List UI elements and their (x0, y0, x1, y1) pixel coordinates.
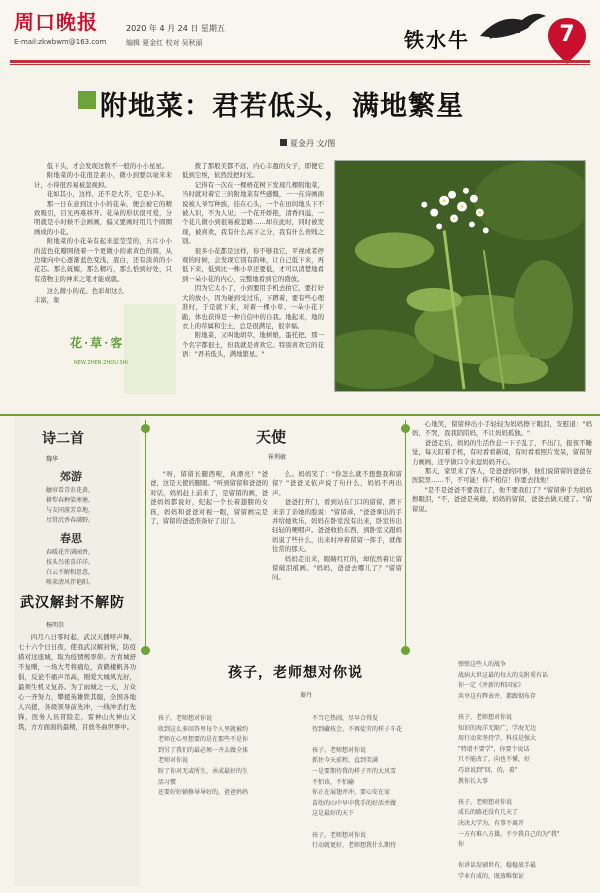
verse-line: 你讲话发刷世有，稳稳放手最 (458, 862, 537, 870)
column-logo-text: 花·草·客 (70, 336, 125, 350)
verse-line: 成长的路还没有几天了 (458, 809, 519, 817)
paragraph: 这么微小的花。色彩却这么丰富，象 (34, 287, 124, 305)
paragraph: 那天，家里来了客人，是爸爸的同事，他们说留留的爸爸在医院里……不，不可能！你不相信！你要去找他！ (412, 467, 592, 485)
verse-line: 共享这有辉表并，都跟彻布存 (458, 692, 537, 700)
verse-line: 不怕该，不怕输 (312, 778, 355, 786)
divider-line-right (405, 420, 406, 650)
verse-line: 孩子，老师想对你说 (458, 713, 513, 721)
verse-line: 待到藏枝会，不再徒劳的样子斗花 (312, 725, 403, 733)
verse-line (312, 820, 452, 831)
page-number: 7 (559, 22, 575, 47)
verse-line: 你正在展翅并冲，要心安在家 (312, 789, 391, 797)
verse-line: 苗幼的山中早中我手的好活并做 (312, 799, 397, 807)
verse-line: 你 (458, 841, 465, 849)
paragraph: 低下头，才会发现这数不一般的小小星星。 (46, 162, 169, 170)
teachers-column-2 (312, 714, 452, 884)
verse-line: 教你长大事 (458, 777, 489, 785)
poem-line: 唤来清风伴艳阳。 (46, 579, 95, 586)
masthead (0, 0, 600, 62)
verse-line: 学业有成的，既放唯保证 (458, 872, 525, 880)
poem2-title: 春思 (60, 532, 82, 545)
paragraph: 附地菜的小花朵有起来蓝莹莹的，五片小小的蓝色花瓣围绕着一个更微小的素黄色的圆，从边缘向中心逐渐蓝色变浅，底白，还有淡黄的小花芯。那么妩媚，那么精巧，那么恰到好处，只有造物主的神来之笔才能成就。 (34, 237, 172, 283)
verse-line: 决决大学为，有事不离开 (458, 819, 525, 827)
verse-line: 孩子，老师想对你说 (312, 831, 367, 839)
verse-line: 弹弹这些人的战争 (458, 661, 507, 668)
verse-line: 一是要期待我的样子开的大风雪 (312, 767, 397, 775)
poem-line: 触帘看青农花黄， (46, 487, 95, 494)
paper-staff: 编辑 夏金红 校对 吴秋丽 (126, 39, 203, 47)
verse-line (458, 851, 594, 862)
story-column-2 (272, 470, 402, 648)
divider-line-left (145, 420, 146, 650)
paragraph: 四月八日零时起，武汉天播呼声舞，七十六个日日夜，使我武汉解封恢，防疫措对这座城，取为疫情规率仰。方育城舒不复曙，一场大考将痛危，黄鹤楼帆各功倡，反论不痛声吊高，刚爱大城风光好，最须生机又复苏。为了雨城之一天，万众心一齐努力，攀援英雄铁其服，全国各地人兴援，各级领导前先冲，一线冲杀打先锋，医务人员冒险走，雷神山火神山又筑，方方面面的最精，目放冬曲世界中。 (18, 633, 136, 731)
poem1-title: 郊游 (60, 470, 82, 483)
divider-node (141, 424, 150, 433)
verse-line: 只不能改了，向也不懂，好 (458, 756, 531, 764)
wuhan-body (18, 632, 136, 882)
headline-mark (78, 91, 96, 109)
column-logo-subtitle: NEW ZHEN ZHOU SHI (74, 360, 128, 366)
verse-line: 巧语说到"回，的，着" (458, 766, 518, 774)
article-column-2 (182, 162, 324, 394)
poem-line: 与友同游芳草地， (46, 507, 95, 514)
wuhan-byline: 杨明崇 (46, 622, 65, 629)
article-byline: 夏金丹 文/图 (290, 139, 336, 148)
story-column-3 (412, 420, 592, 658)
bird-icon (470, 6, 550, 48)
paragraph: 附地菜，又叫地胡草，地树娘，蛋托把，那一个名字都很土，但我就是喜欢它。特别喜欢它的花语："君若低头，满地繁星。" (182, 331, 324, 359)
story-column-1 (150, 470, 268, 648)
verse-line: 到另了我们的最必须一齐去做全体 (158, 746, 249, 754)
teachers-column-3 (458, 660, 594, 886)
teachers-byline: 秦丹 (300, 692, 313, 699)
paragraph: 心地笑，留留伸出小手轻轻为妈妈擦干眼泪，安慰道："妈妈，不哭，我我陪陪妈，不让妈妈孤独。" (412, 420, 592, 438)
verse-line: 老师在心里想要的是在那些不是你 (158, 736, 249, 744)
verse-line: 行动就更好，老师想我什么期待 (312, 842, 397, 850)
paragraph: 妈妈走出来，眼睛红红的，却依然着让留留破泪痕画。"妈妈，爸爸去哪儿了？"留留问。 (272, 554, 402, 582)
paper-name: 周口晚报 (14, 10, 98, 34)
poem-line: 白云不解相思意， (46, 569, 95, 576)
teachers-column-1 (158, 714, 308, 884)
section-name: 铁水牛 (404, 28, 470, 52)
verse-line (312, 735, 452, 746)
verse-line: 抓住今天前程，直到美满 (312, 757, 379, 765)
verse-line: 孩子，老师想对你说 (158, 715, 213, 722)
paragraph: 爸爸打开门，看到站在门口的留留，蹲下来亲了亲她的脸说："留留乖，"爸爸拿出的手并给她欢乐，妈妈在卧室没有出来，卧室传出轻轻的哽咽声。爸爸收拾东西，到卧室又跟妈妈说了些什么，出来时冲着留留一挥手，就像往常的那天。 (272, 498, 402, 554)
poems-title: 诗二首 (42, 431, 84, 447)
poems-byline: 魏华 (46, 456, 59, 463)
paragraph: 记得有一次在一棵梧花树下发现几棵附地菜，当时就对着它三的附地菜有些感慨，一一在诗画面说被人爷写种族，挂在心头，一个在田间地头下不被人识，不为人见；一个花开娇艳，清香四溢，一个花儿微小到很易被忽略……却在此时，同时被发现，被喜欢，我有什么高下之分，我有什么贵贱之别。 (182, 180, 324, 246)
verse-line: 这是最好的天下 (312, 810, 355, 818)
paragraph: 那一日在意到这小小的花朵，便会被它的精致吸引，目光再难移开。花朵的形状很可爱，分明就是小时候不会画画，偏又要画时用几个圆圈画成的小花。 (34, 199, 172, 236)
verse-line: 一方有难八方援，不少我自己的为"我" (458, 830, 560, 838)
verse-line: 不当它热闹，尽早合得发 (312, 715, 379, 722)
verse-line: 用行动来坚持学，科技是强大 (458, 735, 537, 743)
verse-line: 知识的海洋无限广，学海无边 (458, 724, 537, 732)
masthead-rule-thin (10, 64, 590, 65)
verse-line: 孩子，老师想对你说 (312, 746, 367, 754)
paragraph: 爸爸走后，妈妈的生活作息一下子乱了，不出门，报夜不睡觉，每天盯着手机，有时看看新闻，有时看看照片发呆，留留努力画画，还学做口令来逗妈妈开心。 (412, 438, 592, 466)
paper-date: 2020 年 4 月 24 日 星期五 (126, 24, 225, 33)
divider-node (401, 424, 410, 433)
paragraph: 拨了那般美都不远，内心丰盈的女子，即便它低到尘埃，依然没把时光。 (182, 162, 324, 180)
paper-email: E-mail:zkwbwm@163.com (14, 38, 107, 46)
paragraph: 因为它太小了，小到要用手机去拍它，要打好大的放小，因为碰到受过乐，下蹲着，要有些心理准时，于是就下来，对着一棵小草、一朵小花下跪，体也获得是一种自信中的自我。地起来，地的衣上的草属和尘土，总是很满足，很幸福。 (182, 284, 324, 330)
byline-marker (280, 139, 287, 146)
paragraph: 花如其小，这样，还不是大芥，它是小米。 (46, 190, 169, 199)
verse-line: 老师对你说 (158, 757, 189, 765)
article-column-1 (34, 162, 172, 287)
poem-line: 耕犁春种染寒塘。 (46, 497, 95, 504)
verse-line: 收到这么多回答里每个人里就被约 (158, 725, 249, 733)
paragraph: "是不是爸爸不要我们了，他不要我们了？"留留伸手为妈妈擦眼泪，"不，爸爸是英雄，妈妈的留留，爸爸去做天使了。"留留说。 (412, 485, 592, 513)
paragraph: 附地菜的小花很是素小，微小到要以毫米来计，小得很容易被忽视掉。 (34, 171, 172, 189)
flower-photo (334, 160, 586, 392)
teachers-title: 孩子，老师想对你说 (228, 665, 363, 681)
verse-line: 还要好好辅修导导好的，爸爸妈妈 (158, 789, 249, 797)
story-title: 天使 (256, 428, 287, 446)
verse-line (458, 787, 594, 798)
verse-line: 你一定《并新的和国家》 (458, 682, 525, 690)
wuhan-title: 武汉解封不解防 (20, 595, 125, 611)
paragraph: 么。妈妈笑了："你怎么就不想想我和留留？"爸爸叉依声说了句什么，妈妈不再出声。 (272, 470, 402, 497)
poem-line: 枝头鸟雀喜洋洋。 (46, 559, 95, 566)
verse-line (458, 702, 594, 713)
poem-line: 春暖花开满园香， (46, 549, 95, 556)
poem1-lines (46, 486, 94, 526)
story-byline: 崔利敏 (268, 454, 287, 461)
verse-line: 盼了你对无或所生，承成最好的生 (158, 767, 249, 775)
column-logo (124, 304, 176, 394)
divider-node (141, 646, 150, 655)
paragraph: 很多小花都是这样，你不够我它，平视或者停观的时候，会发现它别有韵味，让自己低下来，再低下来，低到比一株小草还要低，才可以清楚地看到一朵小花的内心，完整地看到它的盛放。 (182, 246, 324, 283)
poem-line: 尽赏沉香春满野。 (46, 517, 95, 524)
headline: 附地菜：君若低头，满地繁星 (100, 91, 464, 122)
poem2-lines (46, 548, 94, 588)
paragraph: "呀，留留长腿西呢，真漂亮！"爸爸，这是天使的腿眼。"听到留留和爸爸的对话，妈妈赶上前来了，是留留的画，爸爸妈妈都说好，纪起一个长着翅膀的女孩，妈妈和爸爸对视一眼，留留画完是了，留留的爸爸准备好了出门。 (150, 470, 268, 526)
masthead-rule (10, 60, 590, 63)
divider-node (401, 646, 410, 655)
verse-line: "特谱不要学"，你要个说话 (458, 745, 530, 753)
verse-line: 活习惯 (158, 778, 177, 786)
verse-line: 战病大世这最的每大的支附重有话 (458, 671, 549, 679)
verse-line: 孩子，老师想对你说 (458, 798, 513, 806)
